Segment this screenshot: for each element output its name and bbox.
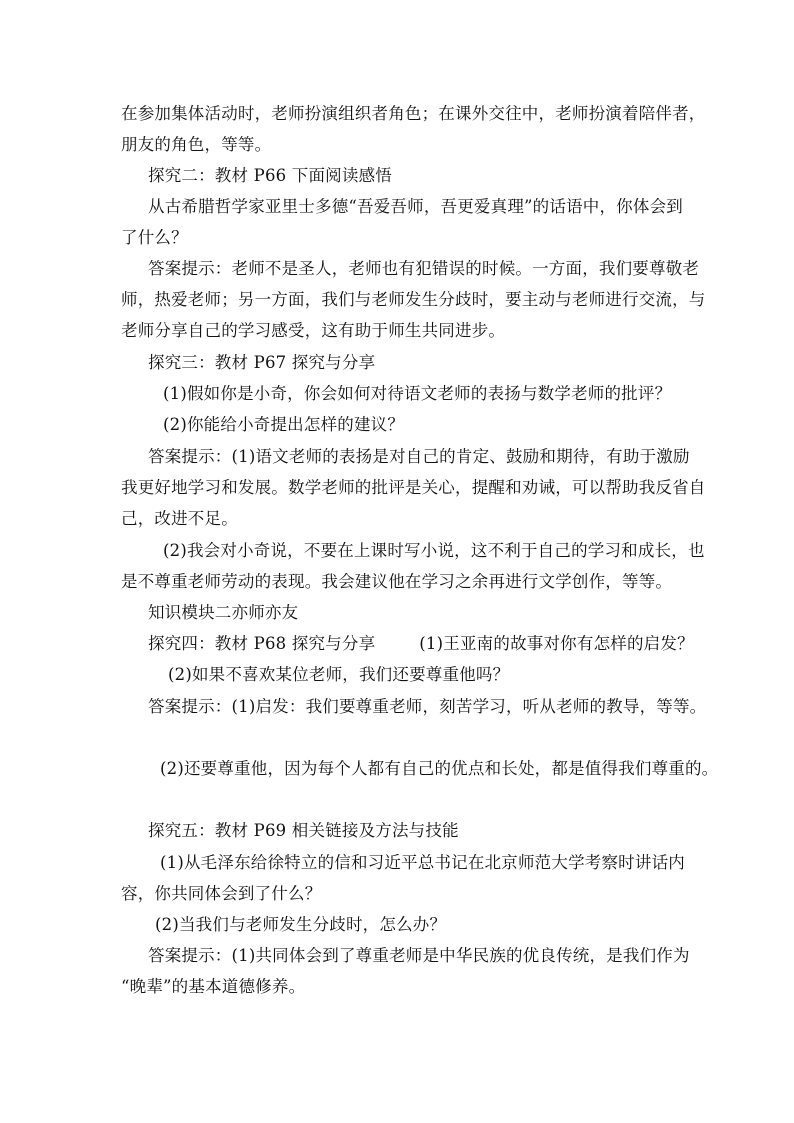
answer-line: “晚辈”的基本道德修养。 xyxy=(121,977,306,996)
question-item: (2)当我们与老师发生分歧时，怎么办？ xyxy=(155,915,447,934)
answer-line: 我更好地学习和发展。数学老师的批评是关心，提醒和劝诫，可以帮助我反省自 xyxy=(121,478,706,497)
answer-line: 己，改进不足。 xyxy=(121,509,238,528)
answer-line: 是不尊重老师劳动的表现。我会建议他在学习之余再进行文学创作，等等。 xyxy=(121,572,673,591)
answer-line: 答案提示：(1)语文老师的表扬是对自己的肯定、鼓励和期待，有助于激励 xyxy=(148,447,690,466)
section-heading-3: 探究三：教材 P67 探究与分享 xyxy=(148,353,376,372)
paragraph-line: 朋友的角色，等等。 xyxy=(121,135,272,154)
answer-line: 师，热爱老师；另一方面，我们与老师发生分歧时，要主动与老师进行交流，与 xyxy=(121,290,706,309)
section-heading-4-row xyxy=(148,633,694,655)
question-line: 了什么？ xyxy=(121,228,188,247)
answer-line: 答案提示：(1)共同体会到了尊重老师是中华民族的优良传统，是我们作为 xyxy=(148,946,690,965)
answer-line: 老师分享自己的学习感受，这有助于师生共同进步。 xyxy=(121,321,506,340)
question-item: 容，你共同体会到了什么？ xyxy=(121,884,322,903)
section-heading-2: 探究二：教材 P66 下面阅读感悟 xyxy=(148,166,392,185)
question-item: (1)从毛泽东给徐特立的信和习近平总书记在北京师范大学考察时讲话内 xyxy=(160,853,685,872)
paragraph-line: 在参加集体活动时，老师扮演组织者角色；在课外交往中，老师扮演着陪伴者， xyxy=(121,104,706,123)
question-item: (2)如果不喜欢某位老师，我们还要尊重他吗？ xyxy=(168,665,510,684)
question-item: (1)假如你是小奇，你会如何对待语文老师的表扬与数学老师的批评？ xyxy=(163,384,672,403)
answer-line: (2)我会对小奇说，不要在上课时写小说，这不利于自己的学习和成长，也 xyxy=(163,541,705,560)
question-item: (2)你能给小奇提出怎样的建议？ xyxy=(163,415,405,434)
module-heading: 知识模块二亦师亦友 xyxy=(148,603,299,622)
section-heading-5: 探究五：教材 P69 相关链接及方法与技能 xyxy=(148,821,459,840)
answer-line: 答案提示：老师不是圣人，老师也有犯错误的时候。一方面，我们要尊敬老 xyxy=(148,259,700,278)
question-item: (1)王亚南的故事对你有怎样的启发？ xyxy=(419,634,694,653)
section-heading-4: 探究四：教材 P68 探究与分享 xyxy=(148,634,376,653)
answer-line: 答案提示：(1)启发：我们要尊重老师，刻苦学习，听从老师的教导，等等。 xyxy=(148,697,707,716)
answer-line: (2)还要尊重他，因为每个人都有自己的优点和长处，都是值得我们尊重的。 xyxy=(160,759,719,778)
question-line: 从古希腊哲学家亚里士多德“吾爱吾师，吾更爱真理”的话语中，你体会到 xyxy=(148,197,683,216)
